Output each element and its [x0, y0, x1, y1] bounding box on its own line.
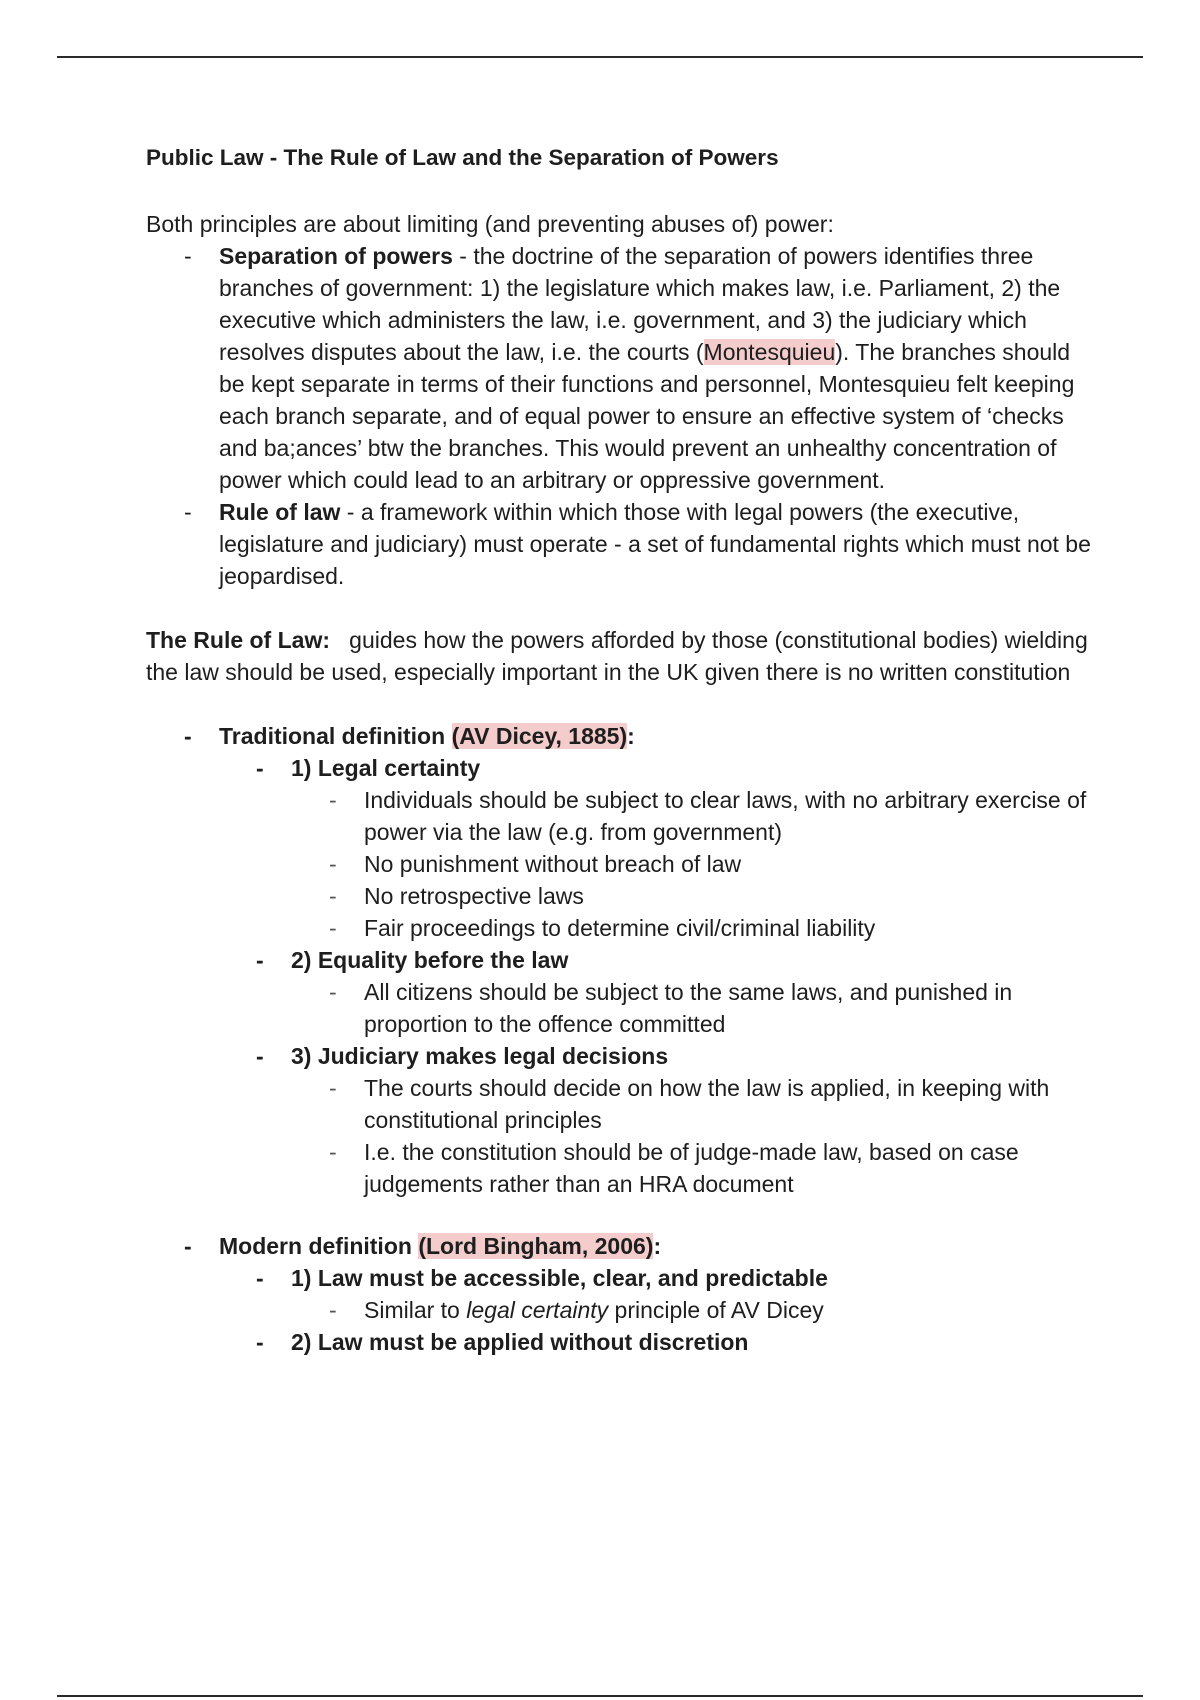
- point-heading: 3) Judiciary makes legal decisions: [291, 1043, 669, 1069]
- definitions-list: [146, 720, 1092, 1358]
- dash-bullet: -: [256, 1329, 264, 1355]
- point-heading: 2) Law must be applied without discretion: [291, 1329, 749, 1355]
- dash-bullet: -: [256, 1265, 264, 1291]
- list-item: [329, 1136, 1092, 1200]
- sub-list: [291, 1072, 1092, 1200]
- list-item: [329, 912, 1092, 944]
- principles-list: [146, 240, 1092, 592]
- dash-bullet: -: [256, 1043, 264, 1069]
- item-italic-text: legal certainty: [466, 1297, 609, 1323]
- sub-list: [291, 1294, 1092, 1326]
- document-body: [146, 142, 1095, 1358]
- dash-bullet: -: [329, 787, 337, 813]
- definition-label: Traditional definition: [219, 723, 452, 749]
- dash-bullet: -: [329, 1297, 337, 1323]
- list-item: [184, 496, 1092, 592]
- sub-list: [291, 976, 1092, 1040]
- list-item: [184, 1230, 1092, 1358]
- colon: :: [653, 1233, 662, 1259]
- point-heading: 1) Legal certainty: [291, 755, 481, 781]
- list-item: [184, 240, 1092, 496]
- list-item: [256, 752, 1092, 944]
- item-text: No retrospective laws: [364, 883, 584, 909]
- dash-bullet: -: [329, 1075, 337, 1101]
- traditional-points: [219, 752, 1092, 1200]
- dash-bullet: -: [256, 755, 264, 781]
- dash-bullet: -: [329, 915, 337, 941]
- modern-points: [219, 1262, 1092, 1358]
- principle-term: Rule of law: [219, 499, 341, 525]
- list-item: [329, 848, 1092, 880]
- list-item: [256, 1262, 1092, 1326]
- top-rule: [57, 56, 1143, 58]
- rule-of-law-paragraph: [146, 624, 1095, 688]
- highlighted-source: (Lord Bingham, 2006): [418, 1233, 654, 1259]
- dash-bullet: -: [184, 723, 192, 749]
- item-text: No punishment without breach of law: [364, 851, 742, 877]
- sub-list: [291, 784, 1092, 944]
- point-heading: 2) Equality before the law: [291, 947, 569, 973]
- principle-term: Separation of powers: [219, 243, 453, 269]
- principle-text: ). The branches should be kept separate in terms of their functions and personnel, Montesquieu felt keeping each branch separate, and of equal power to ensure an effective system of ‘checks and ba;ances’ btw the branches. This would prevent an unhealthy concentration of power which could lead to an arbitrary or oppressive government.: [219, 339, 1075, 493]
- definition-label: Modern definition: [219, 1233, 419, 1259]
- item-text: I.e. the constitution should be of judge-made law, based on case judgements rather than an HRA document: [364, 1139, 1019, 1197]
- point-heading: 1) Law must be accessible, clear, and predictable: [291, 1265, 828, 1291]
- dash-bullet: -: [184, 499, 192, 525]
- document-title: Public Law - The Rule of Law and the Separation of Powers: [146, 145, 779, 170]
- list-item: [256, 1326, 1092, 1358]
- list-item: [329, 784, 1092, 848]
- principle-text: - the doctrine of the separation of powers identifies three branches of government: 1) the legislature which makes law, i.e. Parliament, 2) the executive which administers the law, i.e. government, and 3) the judiciary which resolves disputes about the law, i.e. the courts (: [219, 243, 1061, 365]
- bottom-rule: [57, 1695, 1143, 1697]
- highlighted-name: Montesquieu: [703, 339, 836, 365]
- item-text: principle of AV Dicey: [608, 1297, 824, 1323]
- list-item: [329, 976, 1092, 1040]
- dash-bullet: -: [329, 979, 337, 1005]
- item-text: All citizens should be subject to the same laws, and punished in proportion to the offence committed: [364, 979, 1013, 1037]
- intro-text: Both principles are about limiting (and preventing abuses of) power:: [146, 211, 834, 237]
- rule-of-law-text: guides how the powers afforded by those (constitutional bodies) wielding the law should be used, especially important in the UK given there is no written constitution: [146, 627, 1095, 685]
- list-item: [184, 720, 1092, 1230]
- item-text: Similar to: [364, 1297, 467, 1323]
- highlighted-source: (AV Dicey, 1885): [451, 723, 628, 749]
- list-item: [256, 1040, 1092, 1200]
- list-item: [329, 1072, 1092, 1136]
- dash-bullet: -: [184, 243, 192, 269]
- item-text: Fair proceedings to determine civil/criminal liability: [364, 915, 876, 941]
- item-text: Individuals should be subject to clear laws, with no arbitrary exercise of power via the law (e.g. from government): [364, 787, 1087, 845]
- dash-bullet: -: [256, 947, 264, 973]
- item-text: The courts should decide on how the law is applied, in keeping with constitutional principles: [364, 1075, 1050, 1133]
- colon: :: [627, 723, 635, 749]
- list-item: [329, 1294, 1092, 1326]
- dash-bullet: -: [184, 1233, 192, 1259]
- rule-of-law-term: The Rule of Law:: [146, 627, 330, 653]
- list-item: [329, 880, 1092, 912]
- dash-bullet: -: [329, 1139, 337, 1165]
- dash-bullet: -: [329, 883, 337, 909]
- list-item: [256, 944, 1092, 1040]
- dash-bullet: -: [329, 851, 337, 877]
- principle-text: - a framework within which those with legal powers (the executive, legislature and judiciary) must operate - a set of fundamental rights which must not be jeopardised.: [219, 499, 1091, 589]
